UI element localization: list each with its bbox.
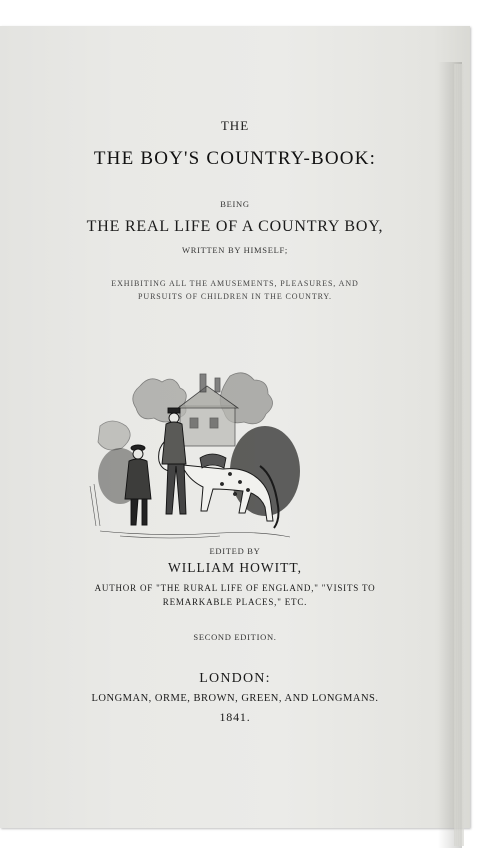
edition-label: SECOND EDITION. [193, 632, 277, 642]
imprint-publisher: LONGMAN, ORME, BROWN, GREEN, AND LONGMANS. [91, 693, 379, 704]
author-credits-line-1: AUTHOR OF "THE RURAL LIFE OF ENGLAND," "VISITS TO [94, 583, 376, 593]
engraving-saddle [200, 454, 226, 468]
heading-the: THE [220, 118, 250, 133]
written-by: WRITTEN BY HIMSELF; [181, 245, 288, 255]
exhibiting-line-1: EXHIBITING ALL THE AMUSEMENTS, PLEASURES, AND [111, 279, 359, 288]
edited-by-label: EDITED BY [209, 546, 261, 556]
subtitle: THE REAL LIFE OF A COUNTRY BOY, [86, 218, 384, 235]
imprint-year: 1841. [219, 710, 251, 724]
author-credits-line-2: REMARKABLE PLACES," ETC. [162, 597, 308, 607]
being-label: BEING [220, 199, 250, 209]
exhibiting-line-2: PURSUITS OF CHILDREN IN THE COUNTRY. [138, 292, 332, 301]
engraving-man [162, 408, 186, 514]
editor-name: WILLIAM HOWITT, [168, 560, 302, 575]
book-title: THE BOY'S COUNTRY-BOOK: [93, 148, 377, 169]
imprint-place: LONDON: [199, 671, 271, 686]
title-page [0, 26, 470, 828]
vignette-engraving [80, 366, 310, 546]
page-fore-edge [454, 64, 464, 846]
